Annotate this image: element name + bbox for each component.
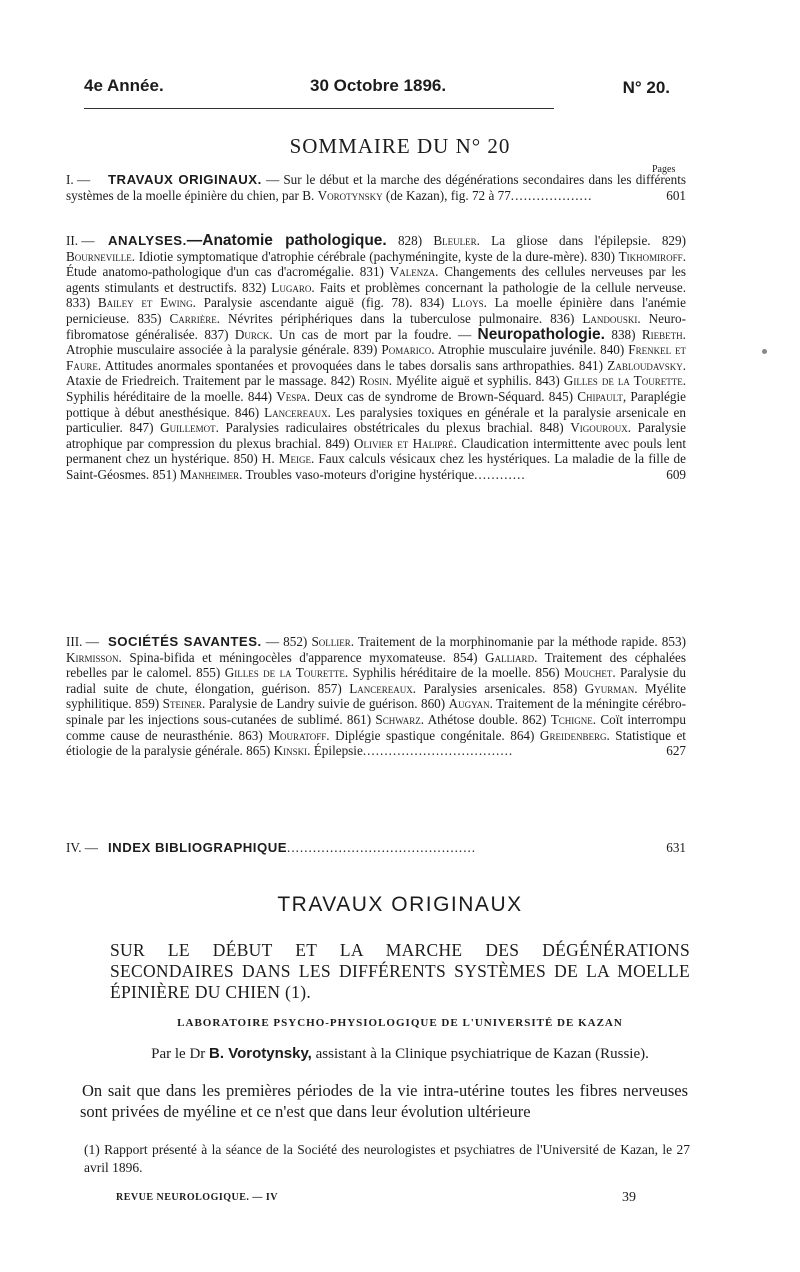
header-rule: [84, 108, 554, 109]
entry-page: 609: [666, 466, 686, 482]
entry-text: Faits et problèmes concernant la pathologie de la cellule nerveuse. 833): [66, 279, 686, 311]
entry-author: Vigouroux.: [570, 420, 632, 436]
entry-author: Vespa.: [276, 388, 311, 404]
entry-page: 601: [666, 187, 686, 203]
entry-author: Meige.: [278, 451, 315, 467]
entry-text: Changements des cellules nerveuses par les agents stimulants et destructifs. 832): [66, 264, 686, 295]
entry-author: Guillemot.: [160, 420, 219, 436]
sommaire-entry-4: [66, 840, 686, 856]
laboratory-line: LABORATOIRE PSYCHO-PHYSIOLOGIQUE DE L'UNIVERSITÉ DE KAZAN: [177, 1017, 623, 1029]
entry-author: Bleuler.: [433, 233, 480, 248]
author-prefix: Par le Dr: [151, 1046, 210, 1062]
entry-text: Myélite aiguë et syphilis. 843): [392, 373, 564, 389]
section-title: TRAVAUX ORIGINAUX: [277, 893, 523, 916]
leader-dots: ...................: [510, 187, 593, 203]
entry-number: II. —: [66, 233, 95, 248]
entry-text: Paralysies radiculaires obstétricales du plexus brachial. 848): [218, 420, 571, 436]
author-affiliation: assistant à la Clinique psychiatrique de Kazan (Russie).: [311, 1046, 649, 1062]
entry-text: Faux calculs vésicaux chez les hystériques. La maladie de la fille de Saint-Géosmes. 851): [66, 451, 686, 482]
entry-text: Statistique et étiologie de la paralysie générale. 865): [66, 727, 686, 759]
footer-page-number: 39: [622, 1190, 636, 1205]
entry-text: Paraplégie pottique à début anesthésique. 846): [66, 388, 687, 420]
entry-author: Schwarz.: [375, 711, 425, 727]
entry-text: (de Kazan), fig. 72 à 77: [382, 187, 511, 203]
entry-text: Névrites périphériques dans la tuberculose pulmonaire. 836): [220, 310, 583, 326]
pages-label: Pages: [652, 164, 676, 175]
entry-text: Syphilis héréditaire de la moelle. 856): [348, 665, 565, 681]
entry-author: Zabloudavsky.: [607, 357, 686, 373]
entry-text: Idiotie symptomatique d'atrophie cérébrale (pachyméningite, kyste de la dure-mère). 830): [135, 248, 619, 264]
entry-text: Syphilis héréditaire de la moelle. 844): [66, 388, 277, 404]
entry-text: Athétose double. 862): [424, 711, 551, 727]
entry-text: Attitudes anormales spontanées et provoquées dans le tabes dorsalis sans arthropathies. 841): [101, 357, 608, 373]
entry-text: Atrophie musculaire juvénile. 840): [434, 342, 629, 358]
header-number: N° 20.: [622, 78, 670, 97]
entry-author: Lancereaux.: [349, 680, 417, 696]
entry-text: Paralysie du radial suite de chute, élongation, guérison. 857): [66, 665, 687, 696]
entry-text: Paralysies arsenicales. 858): [416, 680, 585, 696]
entry-author: Kirmisson.: [66, 649, 122, 665]
entry-author: Frenkel et Faure.: [66, 342, 687, 373]
entry-author: Gilles de la Tourette.: [224, 665, 349, 681]
entry-author: Gilles de la Tourette.: [563, 373, 686, 389]
entry-text: — Sur le début et la marche des dégénérations secondaires dans les différents systèmes de la moelle épinière du chien, par B.: [66, 172, 686, 203]
entry-author: Augyan.: [448, 696, 493, 712]
entry-text: Traitement de la méningite cérébro-spinale par les injections sous-cutanées de sublimé. 861): [66, 696, 686, 727]
entry-text: Neuro-fibromatose généralisée. 837): [66, 310, 686, 342]
entry-author: Carrière.: [169, 310, 221, 326]
entry-text: — 852): [261, 634, 312, 649]
entry-text: Spina-bifida et méningocèles d'apparence myxomateuse. 854): [121, 649, 486, 665]
entry-text: Traitement des céphalées rebelles par le calomel. 855): [66, 649, 687, 681]
entry-author: Manheimer.: [179, 466, 243, 482]
entry-text: Coït interrompu comme cause de neurasthénie. 863): [66, 711, 686, 743]
entry-author: Olivier et Halipré.: [353, 435, 457, 451]
entry-author: Greidenberg.: [539, 727, 610, 743]
footer-journal: REVUE NEUROLOGIQUE. — IV: [116, 1192, 279, 1203]
entry-text: Atrophie musculaire associée à la paralysie générale. 839): [66, 342, 382, 358]
entry-heading: TRAVAUX ORIGINAUX.: [108, 172, 262, 187]
header-year: 4e Année.: [84, 76, 164, 95]
intro-paragraph: On sait que dans les premières périodes de la vie intra-utérine toutes les fibres nerveuses sont privées de myéline et ce n'est que dans leur évolution ultérieure: [80, 1081, 688, 1121]
entry-subheading: —Anatomie pathologique.: [186, 232, 387, 249]
entry-author: Mouchet.: [564, 665, 616, 681]
entry-author: Galliard.: [485, 649, 538, 665]
entry-author: Durck.: [234, 326, 273, 342]
author-name: B. Vorotynsky,: [209, 1045, 312, 1062]
entry-text: Myélite syphilitique. 859): [66, 680, 686, 712]
entry-text: Les paralysies toxiques en générale et la paralysie arsenicale en particulier. 847): [66, 404, 686, 436]
entry-author: Valenza.: [389, 264, 439, 280]
entry-author: Tchigne.: [550, 711, 597, 727]
entry-number: III. —: [66, 634, 99, 649]
header-date: 30 Octobre 1896.: [310, 76, 447, 95]
entry-author: Tikhomiroff.: [618, 248, 686, 264]
entry-author: Lugaro.: [271, 279, 315, 295]
entry-author: Lancereaux.: [264, 404, 331, 420]
margin-mark: [762, 349, 767, 354]
article-title: SUR LE DÉBUT ET LA MARCHE DES DÉGÉNÉRATIONS SECONDAIRES DANS LES DIFFÉRENTS SYSTÈMES DE LA MOELLE ÉPINIÈRE DU CHIEN (1).: [110, 940, 690, 1002]
sommaire-title: SOMMAIRE DU N° 20: [289, 134, 511, 158]
entry-text: Troubles vaso-moteurs d'origine hystérique: [242, 466, 475, 482]
footnote: (1) Rapport présenté à la séance de la Société des neurologistes et psychiatres de l'Université de Kazan, le 27 avril 1896.: [84, 1142, 690, 1175]
entry-author: Bailey et Ewing.: [97, 295, 196, 311]
entry-number: I. —: [66, 172, 91, 187]
entry-author: Mouratoff.: [268, 727, 330, 743]
entry-text: La gliose dans l'épilepsie. 829): [479, 233, 686, 248]
entry-text: Paralysie ascendante aiguë (fig. 78). 834): [195, 295, 453, 311]
entry-author: Chipault,: [577, 388, 627, 404]
entry-author: Riebeth.: [641, 326, 686, 342]
entry-heading: SOCIÉTÉS SAVANTES.: [108, 634, 262, 649]
entry-author: Gyurman.: [584, 680, 638, 696]
entry-text: Diplégie spastique congénitale. 864): [329, 727, 540, 743]
entry-subheading: Neuropathologie.: [477, 325, 605, 343]
entry-page: 627: [666, 743, 686, 759]
entry-author: Vorotynsky: [317, 187, 383, 203]
entry-author: Bourneville.: [66, 248, 136, 264]
entry-author: Kinski.: [273, 743, 311, 759]
leader-dots: ............................................: [287, 840, 477, 855]
entry-text: 828): [386, 233, 434, 248]
entry-heading: ANALYSES.: [108, 233, 187, 248]
entry-text: Traitement de la morphinomanie par la méthode rapide. 853): [354, 634, 686, 649]
leader-dots: ...................................: [362, 743, 514, 759]
entry-author: Rosin.: [358, 373, 393, 389]
entry-text: Paralysie atrophique par compression du plexus brachial. 849): [66, 420, 686, 451]
entry-number: IV. —: [66, 840, 98, 855]
entry-page: 631: [666, 840, 686, 855]
author-line: [0, 1045, 800, 1063]
entry-author: Sollier.: [311, 634, 355, 649]
entry-text: Ataxie de Friedreich. Traitement par le massage. 842): [66, 373, 359, 389]
entry-text: Un cas de mort par la foudre. —: [272, 326, 478, 342]
entry-author: Landouski.: [582, 310, 641, 326]
entry-text: 838): [604, 326, 642, 342]
entry-text: Claudication intermittente avec pouls lent permanent chez un hystérique. 850) H.: [66, 435, 686, 467]
entry-heading: INDEX BIBLIOGRAPHIQUE: [108, 840, 288, 855]
entry-text: Épilepsie: [310, 743, 363, 759]
entry-text: La moelle épinière dans l'anémie pernicieuse. 835): [66, 295, 686, 326]
entry-text: Paralysie de Landry suivie de guérison. 860): [205, 696, 449, 712]
sommaire-entry-1: [66, 172, 686, 203]
entry-author: Lloys.: [452, 295, 487, 311]
sommaire-entry-3: [66, 634, 686, 759]
entry-author: Pomarico.: [381, 342, 435, 358]
entry-text: Deux cas de syndrome de Brown-Séquard. 845): [310, 388, 578, 404]
entry-author: Steiner.: [162, 696, 206, 712]
sommaire-entry-2: [66, 233, 686, 483]
leader-dots: ............: [474, 466, 526, 482]
entry-text: Étude anatomo-pathologique d'un cas d'acromégalie. 831): [66, 264, 390, 280]
